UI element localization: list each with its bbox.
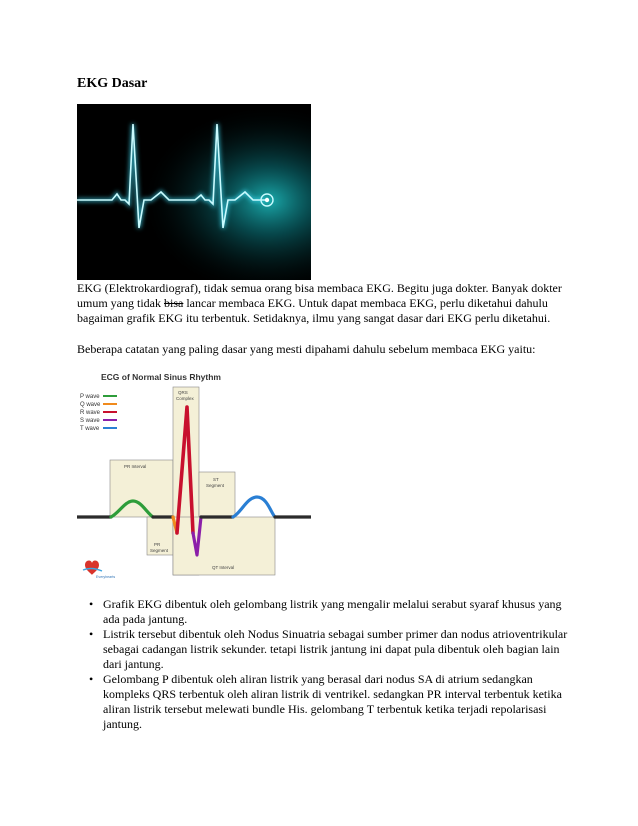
list-item-text: Gelombang P dibentuk oleh aliran listrik yang berasal dari nodus SA di atrium sedangkan kompleks QRS terbentuk oleh aliran listrik di ventrikel. sedangkan PR interval terbentuk ketika aliran listrik tersebut melewati bundle His. gelombang T terbentuk ketika terjadi repolarisasi jantung. <box>103 672 562 731</box>
heart-logo-icon <box>85 561 99 575</box>
intro-text-part2: lancar membaca EKG. Untuk dapat membaca EKG, perlu diketahui dahulu bagaiman grafik EKG itu terbentuk. Setidaknya, ilmu yang sangat dasar dari EKG perlu diketahui. <box>77 296 551 325</box>
everyhearts-logo <box>83 561 115 579</box>
st-label-line1: ST <box>213 477 219 482</box>
pr-segment-label-line2: Segment <box>150 548 169 553</box>
list-item <box>77 627 577 672</box>
pr-segment-label-line1: PR <box>154 542 161 547</box>
list-item-text: Listrik tersebut dibentuk oleh Nodus Sinuatria sebagai sumber primer dan nodus atrioventrikular sebagai cadangan listrik sekunder. tetapi listrik jantung ini dapat pula dibentuk oleh bagian lain dari jantung. <box>103 627 568 671</box>
page-title: EKG Dasar <box>77 76 148 91</box>
legend-label: R wave <box>80 410 101 416</box>
lead-paragraph: Beberapa catatan yang paling dasar yang mesti dipahami dahulu sebelum membaca EKG yaitu: <box>77 342 536 356</box>
bullet-list <box>77 597 577 732</box>
intro-paragraph <box>77 281 577 326</box>
list-item-text: Grafik EKG dibentuk oleh gelombang listrik yang mengalir melalui serabut syaraf khusus yang ada pada jantung. <box>103 597 562 626</box>
qrs-label-line1: QRS <box>178 390 188 395</box>
intro-text-part1: EKG (Elektrokardiograf), tidak semua orang bisa membaca EKG. Begitu juga dokter. Banyak dokter umum yang tidak <box>77 281 562 310</box>
bullet-icon: • <box>89 627 94 641</box>
ekg-monitor-graphic <box>77 104 311 280</box>
ekg-monitor-image <box>77 104 311 280</box>
diagram-title: ECG of Normal Sinus Rhythm <box>101 372 221 382</box>
qt-interval-label: QT Interval <box>212 565 235 570</box>
pr-interval-label: PR Interval <box>124 464 147 469</box>
legend-label: S wave <box>80 418 100 424</box>
legend-label: Q wave <box>80 402 101 408</box>
t-wave <box>233 497 275 517</box>
list-item <box>77 672 577 732</box>
intro-struck-word: bisa <box>164 296 184 310</box>
diagram-legend <box>80 394 117 432</box>
st-label-line2: Segment <box>206 483 225 488</box>
bullet-icon: • <box>89 672 94 686</box>
ecg-diagram-graphic <box>77 365 311 585</box>
qrs-label-line2: Complex <box>176 396 194 401</box>
interval-boxes <box>110 387 275 575</box>
list-item <box>77 597 577 627</box>
logo-text: Everyhearts <box>96 575 116 579</box>
bullet-icon: • <box>89 597 94 611</box>
legend-label: P wave <box>80 394 100 400</box>
legend-label: T wave <box>80 426 100 432</box>
ecg-diagram <box>77 365 311 585</box>
